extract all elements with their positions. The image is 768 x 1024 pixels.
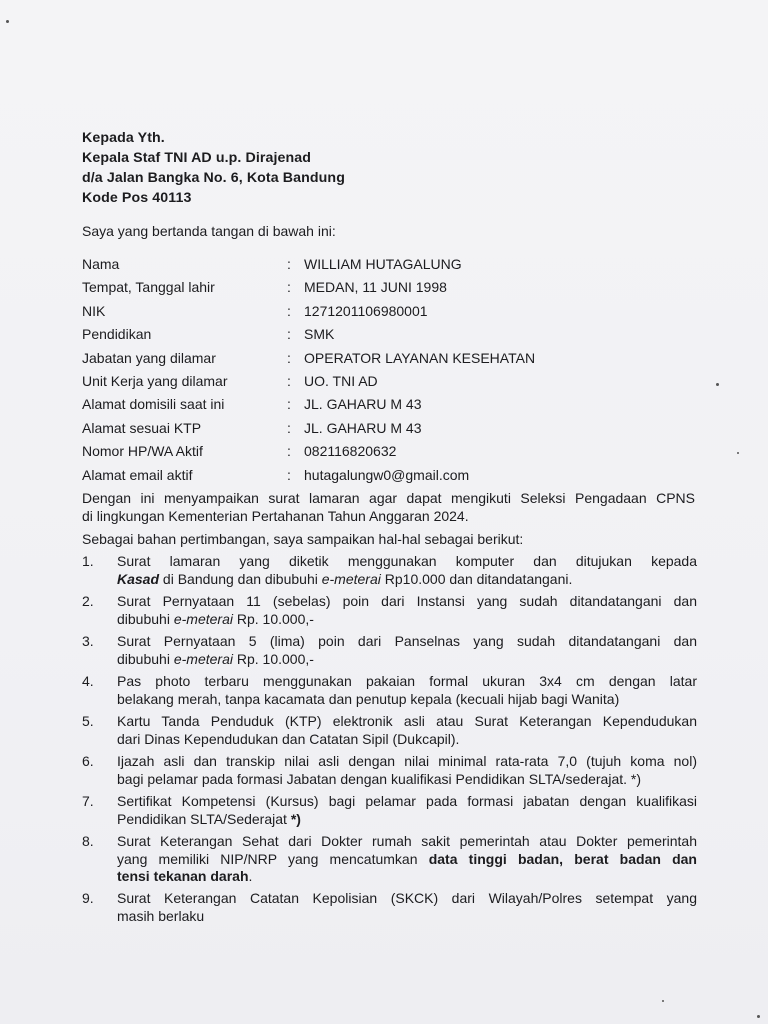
field-colon: : (287, 372, 291, 389)
item-line: Ijazah asli dan transkip nilai asli dengan nilai minimal rata-rata 7,0 (tujuh koma nol) (117, 753, 697, 769)
scan-speck (716, 383, 719, 386)
field-colon: : (287, 443, 291, 460)
field-value: JL. GAHARU M 43 (304, 419, 422, 436)
field-colon: : (287, 302, 291, 319)
field-label: NIK (82, 302, 106, 319)
item-line: belakang merah, tanpa kacamata dan penutup kepala (kecuali hijab bagi Wanita) (117, 690, 620, 707)
item-fragment: Rp. 10.000,- (232, 610, 314, 627)
item-line: Surat lamaran yang diketik menggunakan komputer dan ditujukan kepada (117, 553, 697, 569)
item-line: dari Dinas Kependudukan dan Catatan Sipil (Dukcapil). (117, 730, 460, 747)
field-value: MEDAN, 11 JUNI 1998 (304, 279, 447, 296)
item-text (117, 593, 697, 628)
item-number: 3. (82, 633, 94, 649)
field-colon: : (287, 326, 291, 343)
italic-text: e-meterai (173, 650, 233, 667)
item-line: masih berlaku (117, 907, 205, 924)
item-line: Surat Keterangan Sehat dari Dokter rumah sakit pemerintah atau Dokter pemerintah (117, 833, 697, 849)
item-number: 8. (82, 833, 94, 849)
field-label: Nomor HP/WA Aktif (82, 443, 203, 460)
item-line (117, 851, 697, 869)
paragraph-line: Sebagai bahan pertimbangan, saya sampaikan hal-hal sebagai berikut: (82, 531, 524, 547)
field-value: JL. GAHARU M 43 (304, 396, 422, 413)
field-colon: : (287, 419, 291, 436)
item-fragment: Rp10.000 dan ditandatangani. (380, 570, 573, 587)
scan-speck (737, 452, 739, 454)
item-number: 6. (82, 753, 94, 769)
addressee-block (82, 128, 345, 208)
item-number: 4. (82, 673, 94, 689)
paragraph-line: Dengan ini menyampaikan surat lamaran agar dapat mengikuti Seleksi Pengadaan CPNS (82, 490, 695, 506)
field-label: Jabatan yang dilamar (82, 349, 216, 366)
item-text (117, 753, 697, 788)
field-value: UO. TNI AD (304, 372, 378, 389)
field-colon: : (287, 256, 291, 272)
field-colon: : (287, 279, 291, 296)
item-text (117, 553, 697, 588)
field-colon: : (287, 396, 291, 413)
statement-paragraph (82, 489, 695, 525)
field-value: OPERATOR LAYANAN KESEHATAN (304, 349, 536, 366)
item-line: Surat Pernyataan 5 (lima) poin dari Panselnas yang sudah ditandatangani dan (117, 633, 697, 649)
field-label: Tempat, Tanggal lahir (82, 279, 215, 296)
item-text (117, 673, 697, 708)
item-fragment: . (248, 868, 253, 884)
field-label: Alamat email aktif (82, 466, 193, 483)
item-text (117, 890, 697, 925)
item-text (117, 633, 697, 668)
item-fragment: Pendidikan SLTA/Sederajat (117, 810, 291, 827)
field-value: 1271201106980001 (304, 302, 428, 319)
item-line: Surat Pernyataan 11 (sebelas) poin dari Instansi yang sudah ditandatangani dan (117, 593, 697, 609)
field-label: Pendidikan (82, 326, 152, 343)
paragraph-line: di lingkungan Kementerian Pertahanan Tahun Anggaran 2024. (82, 508, 469, 524)
italic-text: e-meterai (173, 610, 233, 627)
item-fragment: yang memiliki NIP/NRP yang mencatumkan (117, 850, 429, 867)
field-value: hutagalungw0@gmail.com (304, 466, 470, 483)
scan-speck (757, 1015, 760, 1018)
field-label: Alamat sesuai KTP (82, 419, 202, 436)
item-line: Pas photo terbaru menggunakan pakaian formal ukuran 3x4 cm dengan latar (117, 673, 697, 689)
item-line: Sertifikat Kompetensi (Kursus) bagi pelamar pada formasi jabatan dengan kualifikasi (117, 793, 697, 809)
bold-text: tensi tekanan darah (117, 868, 249, 884)
item-line (117, 811, 697, 829)
field-value: SMK (304, 326, 335, 343)
item-number: 5. (82, 713, 94, 729)
field-label: Nama (82, 256, 120, 272)
item-fragment: dibubuhi (117, 650, 174, 667)
field-value: 082116820632 (304, 443, 397, 460)
item-text (117, 833, 697, 886)
item-number: 2. (82, 593, 94, 609)
item-fragment: Rp. 10.000,- (232, 650, 314, 667)
item-line (117, 868, 697, 886)
item-fragment: di Bandung dan dibubuhi (159, 570, 322, 587)
item-line: bagi pelamar pada formasi Jabatan dengan kualifikasi Pendidikan SLTA/sederajat. *) (117, 770, 642, 787)
intro-text: Saya yang bertanda tangan di bawah ini: (82, 223, 336, 239)
addressee-line: Kepada Yth. (82, 130, 165, 146)
item-line (117, 651, 697, 669)
item-line (117, 611, 697, 629)
field-colon: : (287, 466, 291, 483)
scan-speck (662, 1000, 664, 1002)
addressee-line: Kepala Staf TNI AD u.p. Dirajenad (82, 150, 312, 166)
bold-text: *) (290, 810, 301, 827)
emphasis-text: Kasad (117, 570, 160, 587)
italic-text: e-meterai (321, 570, 381, 587)
item-text (117, 713, 697, 748)
field-label: Unit Kerja yang dilamar (82, 372, 228, 389)
field-value: WILLIAM HUTAGALUNG (304, 256, 462, 272)
consideration-paragraph (82, 530, 695, 548)
item-text (117, 793, 697, 828)
item-line (117, 571, 697, 589)
addressee-line: d/a Jalan Bangka No. 6, Kota Bandung (82, 170, 345, 186)
item-fragment: dibubuhi (117, 610, 174, 627)
addressee-line: Kode Pos 40113 (82, 190, 192, 206)
item-number: 7. (82, 793, 94, 809)
item-number: 9. (82, 890, 94, 906)
field-colon: : (287, 349, 291, 366)
field-label: Alamat domisili saat ini (82, 396, 225, 413)
scan-speck (6, 20, 9, 23)
item-line: Kartu Tanda Penduduk (KTP) elektronik asli atau Surat Keterangan Kependudukan (117, 713, 697, 729)
bold-text: data tinggi badan, berat badan dan (428, 850, 697, 867)
item-number: 1. (82, 553, 94, 569)
item-line: Surat Keterangan Catatan Kepolisian (SKCK) dari Wilayah/Polres setempat yang (117, 890, 697, 906)
